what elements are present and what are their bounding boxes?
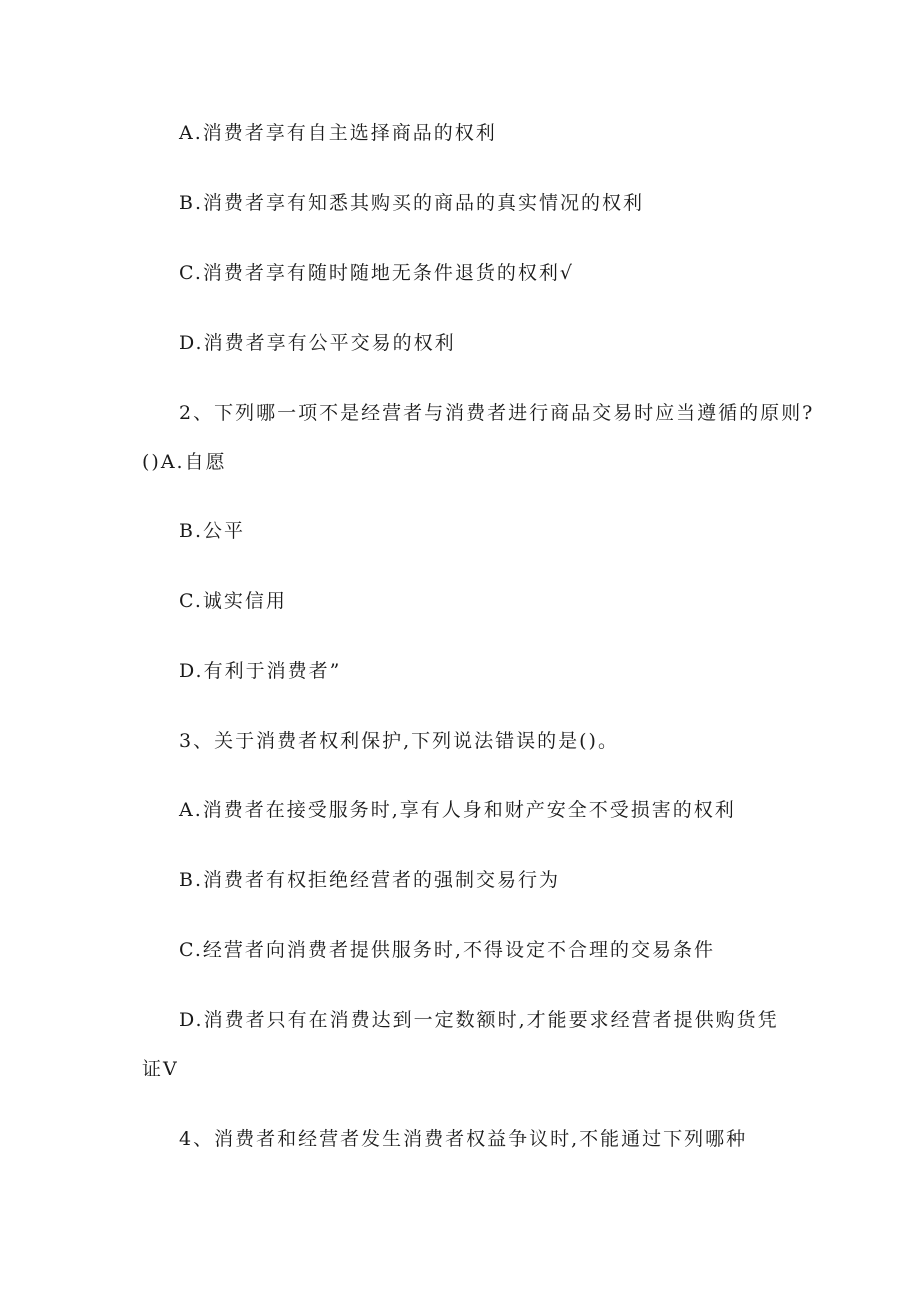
- q3-option-a: A.消费者在接受服务时,享有人身和财产安全不受损害的权利: [179, 799, 736, 821]
- q2-stem-line2: ()A.自愿: [142, 451, 227, 473]
- q2-stem-line1: 2、下列哪一项不是经营者与消费者进行商品交易时应当遵循的原则?: [179, 402, 815, 424]
- q2-option-d: D.有利于消费者”: [179, 660, 342, 682]
- q1-option-a: A.消费者享有自主选择商品的权利: [179, 122, 497, 144]
- q2-option-c: C.诚实信用: [179, 590, 287, 612]
- q3-option-b: B.消费者有权拒绝经营者的强制交易行为: [179, 869, 561, 891]
- q1-option-d: D.消费者享有公平交易的权利: [179, 332, 456, 354]
- q4-stem: 4、消费者和经营者发生消费者权益争议时,不能通过下列哪种: [179, 1128, 748, 1150]
- q3-option-c: C.经营者向消费者提供服务时,不得设定不合理的交易条件: [179, 939, 715, 961]
- q3-stem: 3、关于消费者权利保护,下列说法错误的是()。: [179, 730, 619, 752]
- q1-option-c: C.消费者享有随时随地无条件退货的权利√: [179, 262, 575, 284]
- q1-option-b: B.消费者享有知悉其购买的商品的真实情况的权利: [179, 192, 645, 214]
- q2-option-b: B.公平: [179, 520, 246, 542]
- q3-option-d-line2: 证V: [142, 1058, 179, 1080]
- q3-option-d-line1: D.消费者只有在消费达到一定数额时,才能要求经营者提供购货凭: [179, 1009, 779, 1031]
